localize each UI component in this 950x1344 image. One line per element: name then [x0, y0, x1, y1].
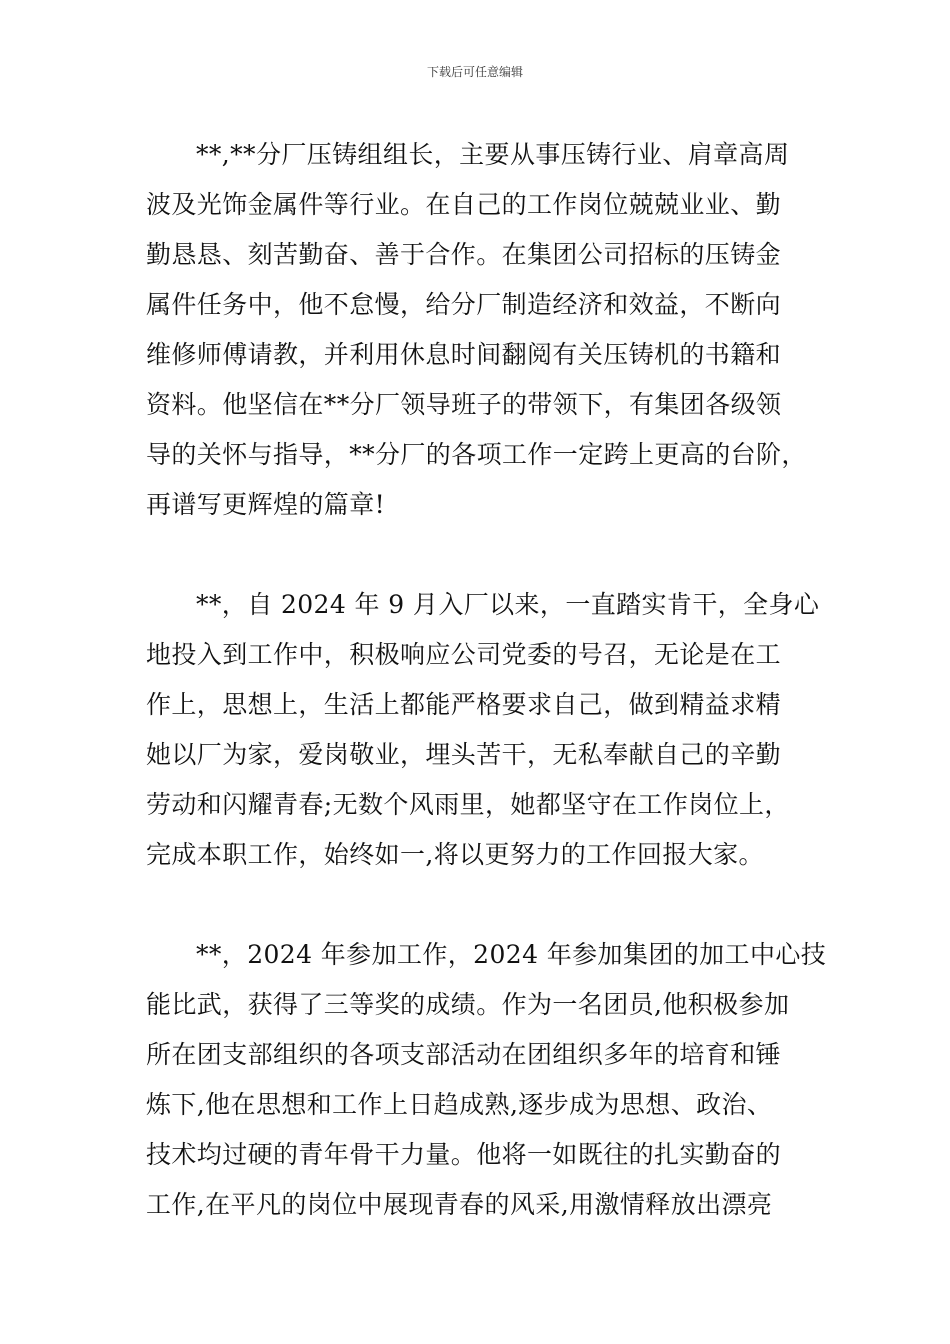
text-line: 所在团支部组织的各项支部活动在团组织多年的培育和锤 [146, 1040, 782, 1069]
text-line: 波及光饰金属件等行业。在自己的工作岗位兢兢业业、勤 [146, 190, 782, 219]
text-line: 导的关怀与指导，**分厂的各项工作一定跨上更高的台阶， [146, 440, 807, 469]
paragraph-3 [146, 930, 827, 1230]
text-line: 能比武，获得了三等奖的成绩。作为一名团员,他积极参加 [146, 990, 790, 1019]
text-line: 完成本职工作，始终如一,将以更努力的工作回报大家。 [146, 840, 764, 869]
document-body [146, 130, 827, 1230]
page-header: 下载后可任意编辑 [426, 65, 523, 79]
text-line: 作上，思想上，生活上都能严格要求自己，做到精益求精 [146, 690, 782, 719]
paragraph-1 [146, 130, 810, 530]
text-line: **,**分厂压铸组组长，主要从事压铸行业、肩章高周 [196, 140, 790, 169]
text-line: 维修师傅请教，并利用休息时间翻阅有关压铸机的书籍和 [146, 340, 782, 369]
paragraph-2 [146, 580, 820, 880]
text-line: 技术均过硬的青年骨干力量。他将一如既往的扎实勤奋的 [146, 1140, 782, 1169]
text-line: 她以厂为家，爱岗敬业，埋头苦干，无私奉献自己的辛勤 [146, 740, 782, 769]
text-line: 工作,在平凡的岗位中展现青春的风采,用激情释放出漂亮 [146, 1190, 773, 1219]
text-line: 劳动和闪耀青春;无数个风雨里，她都坚守在工作岗位上， [146, 790, 790, 819]
text-line: 炼下,他在思想和工作上日趋成熟,逐步成为思想、政治、 [146, 1090, 773, 1119]
text-line: 属件任务中，他不怠慢，给分厂制造经济和效益，不断向 [146, 290, 782, 319]
text-line: 资料。他坚信在**分厂领导班子的带领下，有集团各级领 [146, 390, 782, 419]
text-line: 再谱写更辉煌的篇章! [146, 490, 386, 519]
text-line: 勤恳恳、刻苦勤奋、善于合作。在集团公司招标的压铸金 [146, 240, 782, 269]
text-line: **，自 2024 年 9 月入厂以来，一直踏实肯干，全身心 [196, 590, 820, 619]
text-line: 地投入到工作中，积极响应公司党委的号召，无论是在工 [146, 640, 782, 669]
text-line: **，2024 年参加工作，2024 年参加集团的加工中心技 [196, 940, 827, 969]
